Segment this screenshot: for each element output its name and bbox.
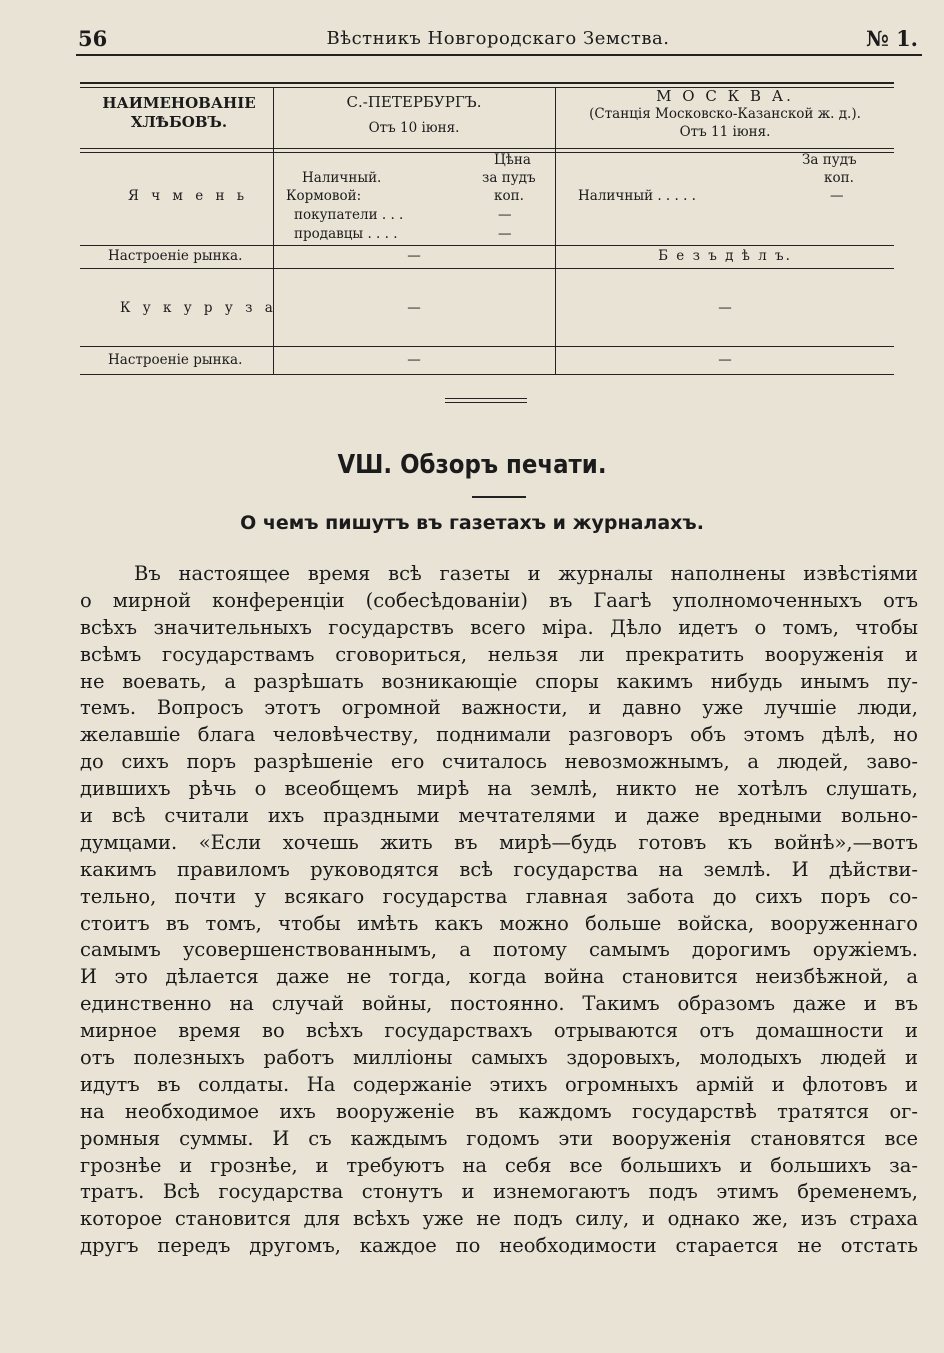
text-line: тельно, почти у всякаго государства главная забота до сихъ поръ со-: [80, 884, 918, 908]
spb-corn: —: [407, 300, 421, 316]
col-header-moscow: М О С К В А.: [656, 87, 794, 105]
row-label-corn: К у к у р у з а: [120, 300, 277, 316]
moscow-cash: Наличный . . . . .: [578, 188, 696, 204]
text-line: стоитъ въ томъ, чтобы имѣть какъ можно больше войска, вооруженнаго: [80, 911, 918, 935]
moscow-price-label: коп.: [824, 170, 854, 186]
spb-buyers: покупатели . . .: [294, 207, 404, 223]
header-rule: [76, 54, 922, 56]
section-title: VШ. Обзоръ печати.: [337, 450, 607, 480]
text-line: И это дѣлается даже не тогда, когда война становится неизбѣжной, а: [80, 965, 918, 989]
row-rule: [80, 245, 894, 246]
text-line: какимъ правиломъ руководятся всѣ государства на землѣ. И дѣйстви-: [80, 857, 918, 881]
table-bottom-rule: [80, 374, 894, 375]
spb-feed: Кормовой:: [286, 188, 362, 204]
text-line: грознѣе и грознѣе, и требуютъ на себя все большихъ и большихъ за-: [80, 1153, 918, 1177]
spb-sellers: продавцы . . . .: [294, 226, 398, 242]
row-label-market-mood: Настроеніе рынка.: [108, 248, 243, 264]
text-line: и всѣ считали ихъ праздными мечтателями и даже вредными вольно-: [80, 804, 918, 828]
col-header-moscow-date: Отъ 11 іюня.: [679, 124, 771, 140]
text-line: тратъ. Всѣ государства стонутъ и изнемогаютъ подъ этимъ бременемъ,: [80, 1180, 918, 1204]
text-line: на необходимое ихъ вооруженіе въ каждомъ государствѣ тратятся ог-: [80, 1099, 918, 1123]
grain-price-table: [80, 82, 894, 378]
text-line: до сихъ поръ разрѣшеніе его считалось невозможнымъ, а людей, заво-: [80, 750, 918, 774]
section-subtitle: О чемъ пишутъ въ газетахъ и журналахъ.: [240, 512, 704, 534]
text-line: мирное время во всѣхъ государствахъ отрываются отъ домашности и: [80, 1019, 918, 1043]
spb-price-label: коп.: [494, 188, 524, 204]
text-line: дившихъ рѣчь о всеобщемъ мирѣ на землѣ, никто не хотѣлъ слушать,: [80, 777, 918, 801]
text-line: всѣхъ значительныхъ государствъ всего міра. Дѣло идетъ о томъ, чтобы: [80, 615, 918, 639]
text-line: идутъ въ солдаты. На содержаніе этихъ огромныхъ армій и флотовъ и: [80, 1072, 918, 1096]
text-line: Въ настоящее время всѣ газеты и журналы наполнены извѣстіями: [134, 562, 918, 585]
spb-mood: —: [407, 352, 421, 368]
col-header-spb: С.-ПЕТЕРБУРГЪ.: [346, 93, 482, 111]
text-line: темъ. Вопросъ этотъ огромной важности, и давно уже лучшіе люди,: [80, 696, 918, 720]
moscow-corn: —: [718, 300, 732, 316]
text-line: самымъ усовершенствованнымъ, а потому самымъ дорогимъ оружіемъ.: [80, 938, 918, 962]
spb-mood: —: [407, 248, 421, 264]
col-header-grain: НАИМЕНОВАНІЕ ХЛѢБОВЪ.: [102, 94, 256, 131]
separator-rule: [445, 398, 527, 399]
row-label-market-mood: Настроеніе рынка.: [108, 352, 243, 368]
text-line: всѣмъ государствамъ сговориться, нельзя ли прекратить вооруженія и: [80, 642, 918, 666]
text-line: ромныя суммы. И съ каждымъ годомъ эти вооруженія становятся все: [80, 1126, 918, 1150]
moscow-mood: —: [718, 352, 732, 368]
text-line: отъ полезныхъ работъ милліоны самыхъ здоровыхъ, молодыхъ людей и: [80, 1046, 918, 1070]
issue-number: № 1.: [865, 26, 918, 51]
text-line: другъ передъ другомъ, каждое по необходимости старается не отстать: [80, 1234, 918, 1258]
spb-cash: Наличный.: [302, 170, 382, 186]
article-body: [80, 561, 918, 1260]
text-line: которое становится для всѣхъ уже не подъ силу, и однако же, изъ страха: [80, 1207, 918, 1231]
moscow-mood: Б е з ъ д ѣ л ъ.: [658, 248, 792, 264]
separator-rule: [445, 402, 527, 403]
table-header-rule-thin: [80, 152, 894, 153]
moscow-cash-value: —: [830, 188, 844, 204]
spb-price-label: Цѣна: [494, 152, 531, 168]
title-rule: [472, 496, 526, 498]
row-rule: [80, 346, 894, 347]
text-line: не воевать, а разрѣшать возникающіе споры какимъ нибудь инымъ пу-: [80, 669, 918, 693]
col-header-moscow-station: (Станція Московско-Казанской ж. д.).: [589, 106, 861, 122]
running-header: [78, 24, 918, 54]
row-rule: [80, 268, 894, 269]
row-label-barley: Я ч м е н ь: [128, 188, 249, 204]
text-line: думцами. «Если хочешь жить въ мирѣ—будь готовъ къ войнѣ»,—вотъ: [80, 830, 918, 854]
spb-sellers-value: —: [498, 226, 512, 242]
table-top-rule: [80, 82, 894, 84]
spb-buyers-value: —: [498, 207, 512, 223]
text-line: о мирной конференціи (собесѣдованіи) въ Гаагѣ уполномоченныхъ отъ: [80, 588, 918, 612]
text-line: единственно на случай войны, постоянно. Такимъ образомъ даже и въ: [80, 992, 918, 1016]
moscow-price-label: За пудъ: [802, 152, 857, 168]
page-number: 56: [78, 26, 108, 51]
table-header-rule: [80, 148, 894, 149]
spb-price-label: за пудъ: [482, 170, 536, 186]
col-header-spb-date: Отъ 10 іюня.: [368, 120, 460, 136]
journal-title: Вѣстникъ Новгородскаго Земства.: [326, 28, 670, 49]
text-line: желавшіе блага человѣчеству, поднимали разговоръ объ этомъ дѣлѣ, но: [80, 723, 918, 747]
